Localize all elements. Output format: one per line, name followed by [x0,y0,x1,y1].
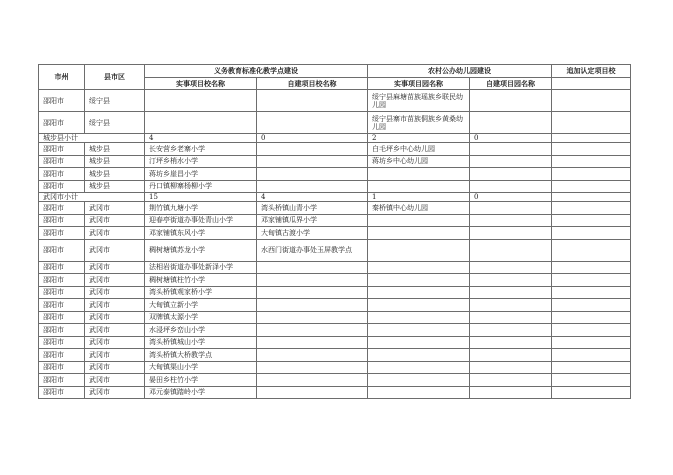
cell-compulsory-self [257,155,368,168]
cell-kinder-exec [368,324,470,337]
cell-compulsory-exec: 蒋坊乡崖昌小学 [145,168,257,181]
cell-compulsory-self [257,311,368,324]
cell-compulsory-exec: 湾头桥镇大桥教学点 [145,349,257,362]
header-row-1 [39,65,631,78]
cell-recognition [552,361,631,374]
cell-county: 武冈市 [85,311,145,324]
cell-recognition [552,386,631,399]
table-row [39,311,631,324]
cell-compulsory-exec [145,112,257,134]
cell-kinder-self [470,274,552,287]
cell-recognition [552,299,631,312]
cell-county: 武冈市 [85,299,145,312]
cell-compulsory-exec: 荆竹镇九塘小学 [145,202,257,215]
cell-county: 武冈市 [85,361,145,374]
cell-kinder-exec [368,374,470,387]
cell-county: 武冈市 [85,386,145,399]
cell-county: 武冈市 [85,214,145,227]
cell-city: 邵阳市 [39,168,85,181]
table-row [39,299,631,312]
cell-compulsory-exec: 丹口镇柳寨杨柳小学 [145,180,257,193]
cell-compulsory-exec: 法相岩街道办事处新泽小学 [145,261,257,274]
cell-kinder-self [470,386,552,399]
cell-kinder-exec: 白毛坪乡中心幼儿园 [368,143,470,156]
cell-kinder-exec [368,386,470,399]
header-city: 市州 [39,65,85,90]
cell-compulsory-exec: 水浸坪乡峦山小学 [145,324,257,337]
cell-compulsory-self [257,112,368,134]
cell-recognition [552,274,631,287]
cell-kinder-exec [368,311,470,324]
cell-recognition [552,193,631,202]
cell-kinder-exec [368,336,470,349]
cell-city: 邵阳市 [39,180,85,193]
cell-kinder-self [470,324,552,337]
cell-kinder-self [470,180,552,193]
header-compulsory-group: 义务教育标准化教学点建设 [145,65,368,78]
cell-county: 武冈市 [85,202,145,215]
cell-compulsory-exec: 长安营乡老寨小学 [145,143,257,156]
cell-compulsory-self [257,361,368,374]
table-body [39,90,631,399]
cell-recognition [552,180,631,193]
cell-kinder-exec [368,286,470,299]
table-row [39,155,631,168]
cell-kinder-exec [368,227,470,240]
cell-kinder-self: 0 [470,134,552,143]
cell-kinder-exec: 2 [368,134,470,143]
cell-kinder-self [470,90,552,112]
subtotal-label: 武冈市小计 [39,193,145,202]
cell-city: 邵阳市 [39,286,85,299]
table-row [39,374,631,387]
table-row [39,168,631,181]
cell-kinder-exec: 秦桥镇中心幼儿园 [368,202,470,215]
cell-recognition [552,286,631,299]
cell-city: 邵阳市 [39,299,85,312]
table-row [39,227,631,240]
cell-kinder-self: 0 [470,193,552,202]
cell-compulsory-self: 大甸镇古渡小学 [257,227,368,240]
table-row [39,90,631,112]
header-compulsory-exec: 实事项目校名称 [145,78,257,90]
cell-recognition [552,155,631,168]
cell-kinder-self [470,286,552,299]
cell-kinder-exec [368,299,470,312]
cell-compulsory-exec: 汀坪乡梢水小学 [145,155,257,168]
table-row [39,202,631,215]
cell-county: 武冈市 [85,227,145,240]
table-row [39,286,631,299]
header-recognition-blank [552,78,631,90]
cell-city: 邵阳市 [39,324,85,337]
cell-recognition [552,349,631,362]
cell-kinder-self [470,112,552,134]
cell-kinder-exec [368,180,470,193]
cell-compulsory-exec: 大甸镇立新小学 [145,299,257,312]
cell-recognition [552,112,631,134]
cell-city: 邵阳市 [39,336,85,349]
cell-city: 邵阳市 [39,112,85,134]
cell-compulsory-exec: 双牌镇太源小学 [145,311,257,324]
table-row [39,112,631,134]
cell-county: 城步县 [85,155,145,168]
cell-kinder-self [470,374,552,387]
cell-compulsory-exec: 大甸镇渠山小学 [145,361,257,374]
cell-kinder-exec: 绥宁县寨市苗族侗族乡黄桑幼儿园 [368,112,470,134]
cell-compulsory-self: 邓家铺镇瓜界小学 [257,214,368,227]
cell-kinder-self [470,143,552,156]
cell-compulsory-exec: 稠树塘镇柱竹小学 [145,274,257,287]
cell-kinder-self [470,214,552,227]
cell-kinder-self [470,227,552,240]
cell-recognition [552,214,631,227]
cell-compulsory-exec: 邓家铺镇东风小学 [145,227,257,240]
cell-compulsory-self [257,274,368,287]
cell-recognition [552,134,631,143]
cell-county: 武冈市 [85,349,145,362]
header-compulsory-self: 自建项目校名称 [257,78,368,90]
cell-compulsory-self [257,374,368,387]
table-row [39,324,631,337]
cell-compulsory-exec: 邓元泰镇踏岭小学 [145,386,257,399]
cell-compulsory-self: 湾头桥镇山青小学 [257,202,368,215]
cell-kinder-self [470,336,552,349]
cell-recognition [552,324,631,337]
cell-county: 武冈市 [85,286,145,299]
table-row [39,386,631,399]
cell-compulsory-self [257,336,368,349]
cell-county: 武冈市 [85,374,145,387]
cell-compulsory-exec: 晏田乡柱竹小学 [145,374,257,387]
cell-kinder-self [470,202,552,215]
cell-recognition [552,90,631,112]
cell-kinder-self [470,261,552,274]
table-row [39,261,631,274]
cell-kinder-self [470,155,552,168]
cell-county: 武冈市 [85,239,145,261]
cell-city: 邵阳市 [39,202,85,215]
cell-compulsory-exec: 15 [145,193,257,202]
table-row [39,336,631,349]
cell-city: 邵阳市 [39,311,85,324]
cell-county: 城步县 [85,180,145,193]
cell-city: 邵阳市 [39,274,85,287]
cell-city: 邵阳市 [39,214,85,227]
cell-compulsory-exec: 湾头桥镇城山小学 [145,336,257,349]
cell-kinder-exec: 绥宁县麻塘苗族瑶族乡联民幼儿园 [368,90,470,112]
header-county: 县市区 [85,65,145,90]
subtotal-label: 城步县小计 [39,134,145,143]
header-recognition-group: 追加认定项目校 [552,65,631,78]
cell-county: 武冈市 [85,261,145,274]
table-row [39,143,631,156]
cell-recognition [552,311,631,324]
cell-city: 邵阳市 [39,143,85,156]
cell-recognition [552,336,631,349]
table-row [39,349,631,362]
cell-compulsory-self [257,180,368,193]
cell-city: 邵阳市 [39,155,85,168]
cell-kinder-exec [368,261,470,274]
cell-compulsory-self: 0 [257,134,368,143]
cell-compulsory-self [257,168,368,181]
cell-kinder-exec [368,349,470,362]
table-row [39,239,631,261]
cell-compulsory-exec [145,90,257,112]
cell-county: 城步县 [85,143,145,156]
cell-county: 绥宁县 [85,90,145,112]
project-table [38,64,631,399]
cell-recognition [552,261,631,274]
cell-kinder-self [470,311,552,324]
cell-kinder-exec [368,168,470,181]
cell-compulsory-self [257,286,368,299]
cell-compulsory-self [257,324,368,337]
cell-kinder-exec: 蒋坊乡中心幼儿园 [368,155,470,168]
cell-city: 邵阳市 [39,361,85,374]
cell-compulsory-self: 4 [257,193,368,202]
cell-recognition [552,227,631,240]
cell-county: 武冈市 [85,324,145,337]
subtotal-row [39,134,631,143]
cell-city: 邵阳市 [39,261,85,274]
cell-compulsory-self: 水西门街道办事处玉屏教学点 [257,239,368,261]
cell-city: 邵阳市 [39,227,85,240]
cell-compulsory-self [257,349,368,362]
cell-city: 邵阳市 [39,374,85,387]
cell-recognition [552,239,631,261]
cell-city: 邵阳市 [39,239,85,261]
cell-county: 武冈市 [85,336,145,349]
cell-kinder-exec [368,214,470,227]
table-row [39,180,631,193]
header-kinder-self: 自建项目园名称 [470,78,552,90]
cell-compulsory-self [257,299,368,312]
cell-compulsory-exec: 稠树塘镇苏龙小学 [145,239,257,261]
cell-city: 邵阳市 [39,90,85,112]
table-row [39,361,631,374]
cell-recognition [552,374,631,387]
cell-county: 城步县 [85,168,145,181]
cell-city: 邵阳市 [39,386,85,399]
cell-compulsory-exec: 湾头桥镇观家桥小学 [145,286,257,299]
cell-compulsory-self [257,90,368,112]
cell-kinder-exec [368,239,470,261]
cell-county: 绥宁县 [85,112,145,134]
cell-kinder-exec [368,361,470,374]
cell-kinder-exec: 1 [368,193,470,202]
cell-kinder-exec [368,274,470,287]
cell-compulsory-self [257,386,368,399]
cell-county: 武冈市 [85,274,145,287]
cell-compulsory-self [257,143,368,156]
cell-kinder-self [470,349,552,362]
cell-recognition [552,143,631,156]
subtotal-row [39,193,631,202]
cell-compulsory-self [257,261,368,274]
cell-kinder-self [470,299,552,312]
header-kindergarten-group: 农村公办幼儿园建设 [368,65,552,78]
cell-kinder-self [470,168,552,181]
table-row [39,214,631,227]
cell-kinder-self [470,239,552,261]
cell-city: 邵阳市 [39,349,85,362]
cell-kinder-self [470,361,552,374]
table-row [39,274,631,287]
cell-compulsory-exec: 4 [145,134,257,143]
header-kinder-exec: 实事项目园名称 [368,78,470,90]
cell-recognition [552,168,631,181]
cell-compulsory-exec: 迎春亭街道办事处青山小学 [145,214,257,227]
cell-recognition [552,202,631,215]
